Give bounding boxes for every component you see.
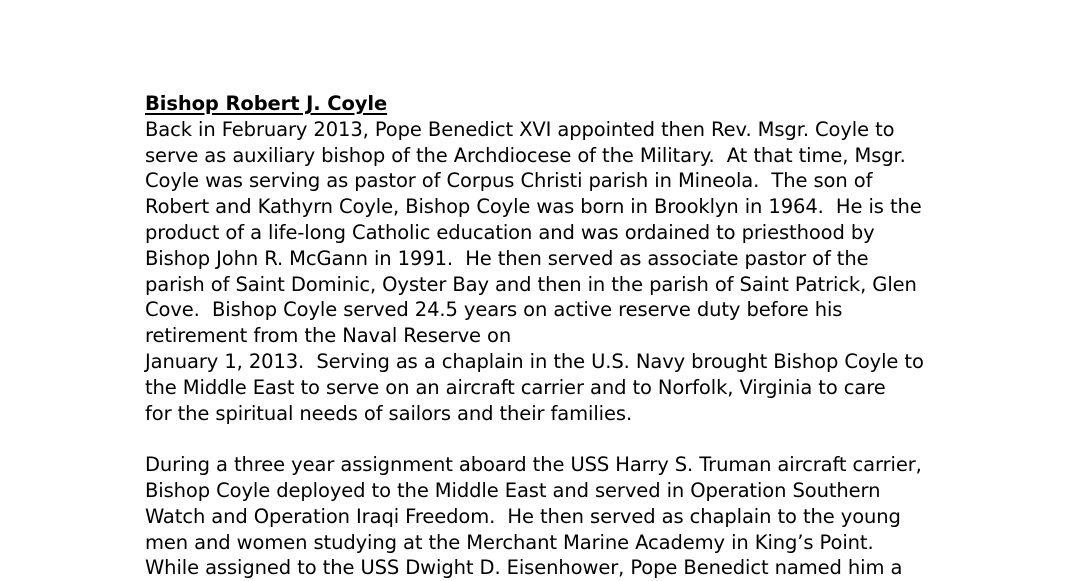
paragraph-1 xyxy=(145,117,1005,427)
paragraph-line: parish of Saint Dominic, Oyster Bay and then in the parish of Saint Patrick, Glen xyxy=(145,272,917,296)
paragraph-line: men and women studying at the Merchant Marine Academy in King’s Point. xyxy=(145,530,874,554)
paragraph-line: Back in February 2013, Pope Benedict XVI appointed then Rev. Msgr. Coyle to xyxy=(145,117,895,141)
paragraph-line: Watch and Operation Iraqi Freedom. He then served as chaplain to the young xyxy=(145,504,901,528)
paragraph-line: January 1, 2013. Serving as a chaplain in the U.S. Navy brought Bishop Coyle to xyxy=(145,349,924,373)
paragraph-line: Robert and Kathyrn Coyle, Bishop Coyle was born in Brooklyn in 1964. He is the xyxy=(145,195,922,219)
paragraph-2 xyxy=(145,452,1005,581)
paragraph-line: While assigned to the USS Dwight D. Eisenhower, Pope Benedict named him a xyxy=(145,556,903,580)
paragraph-line: product of a life-long Catholic education and was ordained to priesthood by xyxy=(145,220,875,244)
paragraph-line: Cove. Bishop Coyle served 24.5 years on active reserve duty before his xyxy=(145,298,843,322)
paragraph-line: the Middle East to serve on an aircraft carrier and to Norfolk, Virginia to care xyxy=(145,375,886,399)
paragraph-spacer xyxy=(145,426,1005,452)
paragraph-line: Bishop Coyle deployed to the Middle East and served in Operation Southern xyxy=(145,478,881,502)
paragraph-line: Coyle was serving as pastor of Corpus Christi parish in Mineola. The son of xyxy=(145,169,873,193)
paragraph-line: Bishop John R. McGann in 1991. He then served as associate pastor of the xyxy=(145,246,869,270)
document-body xyxy=(145,91,1005,581)
paragraph-line: serve as auxiliary bishop of the Archdiocese of the Military. At that time, Msgr. xyxy=(145,143,906,167)
paragraph-line: retirement from the Naval Reserve on xyxy=(145,324,512,348)
paragraph-line: During a three year assignment aboard the USS Harry S. Truman aircraft carrier, xyxy=(145,453,922,477)
document-heading: Bishop Robert J. Coyle xyxy=(145,92,388,115)
paragraph-line: for the spiritual needs of sailors and their families. xyxy=(145,401,633,425)
